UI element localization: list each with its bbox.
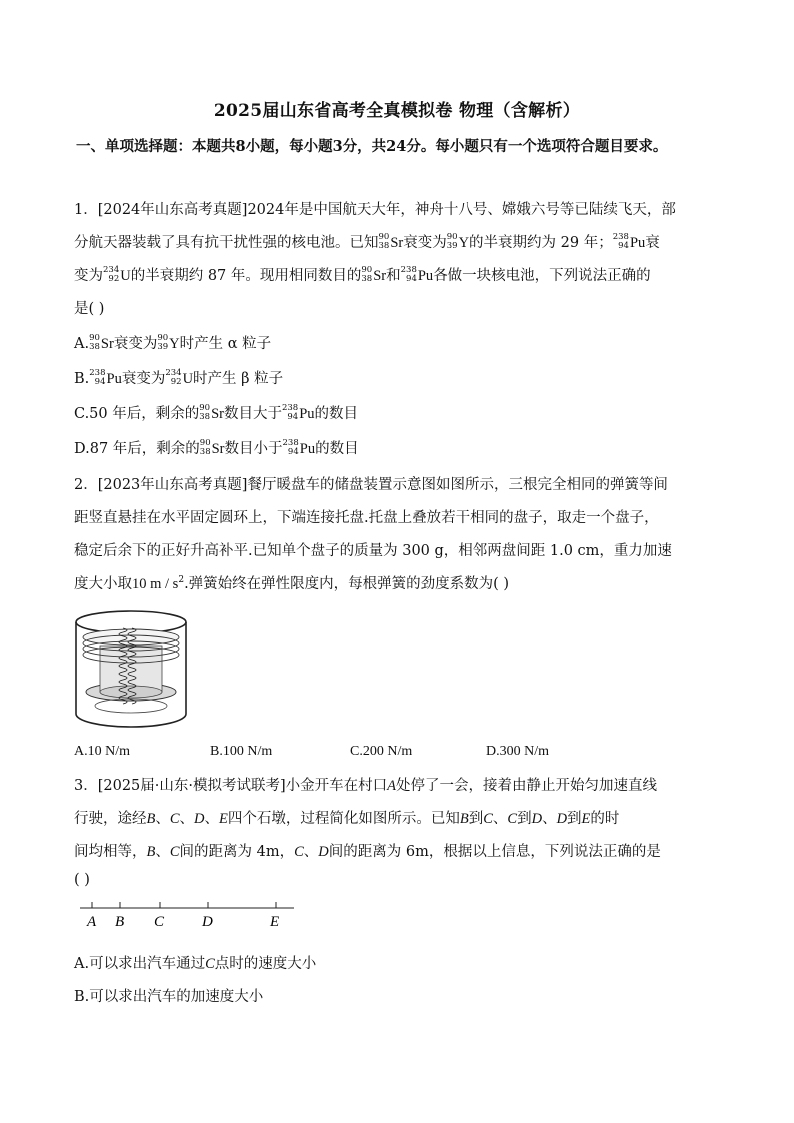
q3-option-a[interactable]: A.可以求出汽车通过C点时的速度大小 xyxy=(74,956,317,972)
q1-option-b[interactable]: B. 238 94 Pu衰变为 234 92 U时产生 β 粒子 xyxy=(74,368,284,387)
stone-pier-diagram xyxy=(80,900,300,934)
page-title: 2025届山东省高考全真模拟卷 物理（含解析） xyxy=(213,101,581,121)
nuclide-u: 234 92 U xyxy=(165,368,194,387)
q1-option-c[interactable]: C.50 年后，剩余的 90 38 Sr数目大于 238 94 Pu的数目 xyxy=(74,403,359,422)
nuclide-pu: 238 94 Pu xyxy=(282,438,316,457)
nuclide-sr: 90 38 Sr xyxy=(378,232,404,251)
nuclide-pu: 238 94 Pu xyxy=(400,265,434,284)
q2-option-d[interactable]: D.300 N/m xyxy=(486,744,549,759)
q3-line-1: 3．[2025届·山东·模拟考试联考]小金开车在村口A处停了一会，接着由静止开始匀加速直线 xyxy=(74,778,658,794)
point-label: E xyxy=(270,914,280,930)
q2-line-3: 稳定后余下的正好升高补平.已知单个盘子的质量为 300 g，相邻两盘间距 1.0 cm，重力加速 xyxy=(74,543,672,559)
nuclide-pu: 238 94 Pu xyxy=(281,403,315,422)
nuclide-sr: 90 38 Sr xyxy=(361,265,387,284)
point-label: B xyxy=(115,914,125,930)
point-label: C xyxy=(154,914,165,930)
plate-warmer-diagram xyxy=(72,606,190,732)
q2-option-b[interactable]: B.100 N/m xyxy=(210,744,273,759)
section-heading: 一、单项选择题：本题共8小题，每小题3分，共24分。每小题只有一个选项符合题目要求。 xyxy=(76,138,668,155)
nuclide-sr: 90 38 Sr xyxy=(199,403,224,422)
q2-line-2: 距竖直悬挂在水平固定圆环上，下端连接托盘.托盘上叠放若干相同的盘子，取走一个盘子， xyxy=(74,510,659,526)
q3-option-b[interactable]: B.可以求出汽车的加速度大小 xyxy=(74,989,264,1005)
nuclide-pu: 238 94 Pu xyxy=(89,368,122,387)
nuclide-y: 90 39 Y xyxy=(446,232,470,251)
q1-line-2: 分航天器装载了具有抗干扰性强的核电池。已知 90 38 Sr衰变为 90 39 Y的半衰期约为 29 年； 238 94 Pu衰 xyxy=(74,232,660,251)
q3-line-3: 间均相等，B、C间的距离为 4m，C、D间的距离为 6m，根据以上信息，下列说法正确的是 xyxy=(74,844,661,860)
q3-line-4: ( ) xyxy=(74,872,90,888)
nuclide-u: 234 92 U xyxy=(103,265,131,284)
point-label: D xyxy=(202,914,213,930)
nuclide-sr: 90 38 Sr xyxy=(199,438,225,457)
nuclide-pu: 238 94 Pu xyxy=(612,232,646,251)
q1-line-4: 是( ) xyxy=(74,301,105,317)
q2-line-1: 2．[2023年山东高考真题]餐厅暖盘车的储盘装置示意图如图所示，三根完全相同的弹簧等间 xyxy=(74,477,668,493)
q3-line-2: 行驶，途经B、C、D、E四个石墩，过程简化如图所示。已知B到C、C到D、D到E的时 xyxy=(74,811,620,827)
q1-option-d[interactable]: D.87 年后，剩余的 90 38 Sr数目小于 238 94 Pu的数目 xyxy=(74,438,359,457)
nuclide-y: 90 39 Y xyxy=(157,333,180,352)
nuclide-sr: 90 38 Sr xyxy=(89,333,114,352)
point-label: A xyxy=(87,914,97,930)
q1-option-a[interactable]: A. 90 38 Sr衰变为 90 39 Y时产生 α 粒子 xyxy=(74,333,272,352)
q1-line-1: 1．[2024年山东高考真题]2024年是中国航天大年，神舟十八号、嫦娥六号等已陆续飞天，部 xyxy=(74,202,676,218)
q1-line-3: 变为 234 92 U的半衰期约 87 年。现用相同数目的 90 38 Sr和 238 94 Pu各做一块核电池，下列说法正确的 xyxy=(74,265,651,284)
q2-line-4: 度大小取10 m / $s^2$.弹簧始终在弹性限度内，每根弹簧的劲度系数为( ) xyxy=(74,575,510,592)
q2-option-a[interactable]: A.10 N/m xyxy=(74,744,130,759)
q2-option-c[interactable]: C.200 N/m xyxy=(350,744,413,759)
